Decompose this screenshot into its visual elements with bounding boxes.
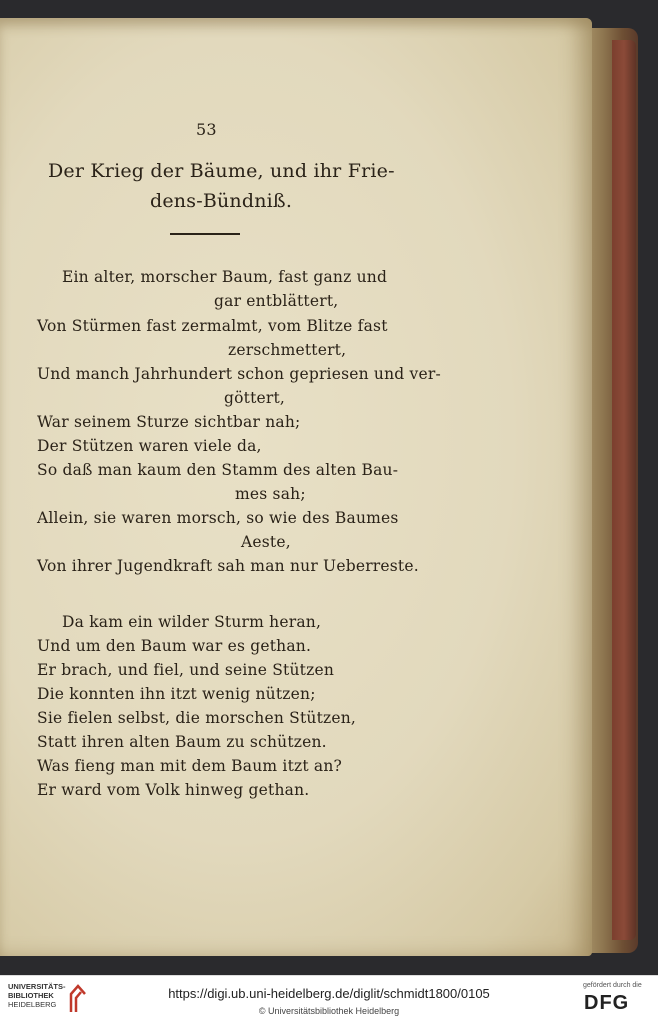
book-cover-edge (612, 40, 636, 940)
page-number: 53 (196, 120, 217, 139)
funding-note: gefördert durch die (583, 982, 642, 989)
poem-line: Er ward vom Volk hinweg gethan. (37, 781, 310, 799)
poem-line: Von Stürmen fast zermalmt, vom Blitze fast (37, 317, 388, 335)
poem-line: Da kam ein wilder Sturm heran, (62, 613, 322, 631)
poem-line: mes sah; (235, 485, 306, 503)
poem-line: Die konnten ihn itzt wenig nützen; (37, 685, 316, 703)
poem-title-line-2: dens-Bündniß. (150, 190, 293, 212)
poem-line: zerschmettert, (228, 341, 347, 359)
poem-line: So daß man kaum den Stamm des alten Bau- (37, 461, 399, 479)
poem-line: Und manch Jahrhundert schon gepriesen und ver- (37, 365, 441, 383)
poem-title-line-1: Der Krieg der Bäume, und ihr Frie- (48, 160, 395, 182)
poem-line: Der Stützen waren viele da, (37, 437, 262, 455)
library-logo-text: UNIVERSITÄTS- BIBLIOTHEK HEIDELBERG (8, 982, 66, 1009)
dfg-logo: DFG (584, 992, 630, 1014)
poem-line: Statt ihren alten Baum zu schützen. (37, 733, 327, 751)
poem-line: Allein, sie waren morsch, so wie des Baumes (37, 509, 399, 527)
document-url-link[interactable]: https://digi.ub.uni-heidelberg.de/diglit/schmidt1800/0105 (168, 986, 490, 1001)
poem-line: Sie fielen selbst, die morschen Stützen, (37, 709, 357, 727)
poem-line: Ein alter, morscher Baum, fast ganz und (62, 268, 388, 286)
poem-line: Was fieng man mit dem Baum itzt an? (37, 757, 343, 775)
poem-line: Er brach, und fiel, und seine Stützen (37, 661, 334, 679)
poem-line: Von ihrer Jugendkraft sah man nur Ueberreste. (37, 557, 419, 575)
copyright-text: © Universitätsbibliothek Heidelberg (258, 1006, 400, 1016)
poem-line: göttert, (224, 389, 286, 407)
poem-line: Aeste, (241, 533, 291, 551)
title-divider (170, 233, 240, 235)
poem-line: War seinem Sturze sichtbar nah; (37, 413, 301, 431)
poem-line: gar entblättert, (214, 292, 339, 310)
poem-line: Und um den Baum war es gethan. (37, 637, 312, 655)
